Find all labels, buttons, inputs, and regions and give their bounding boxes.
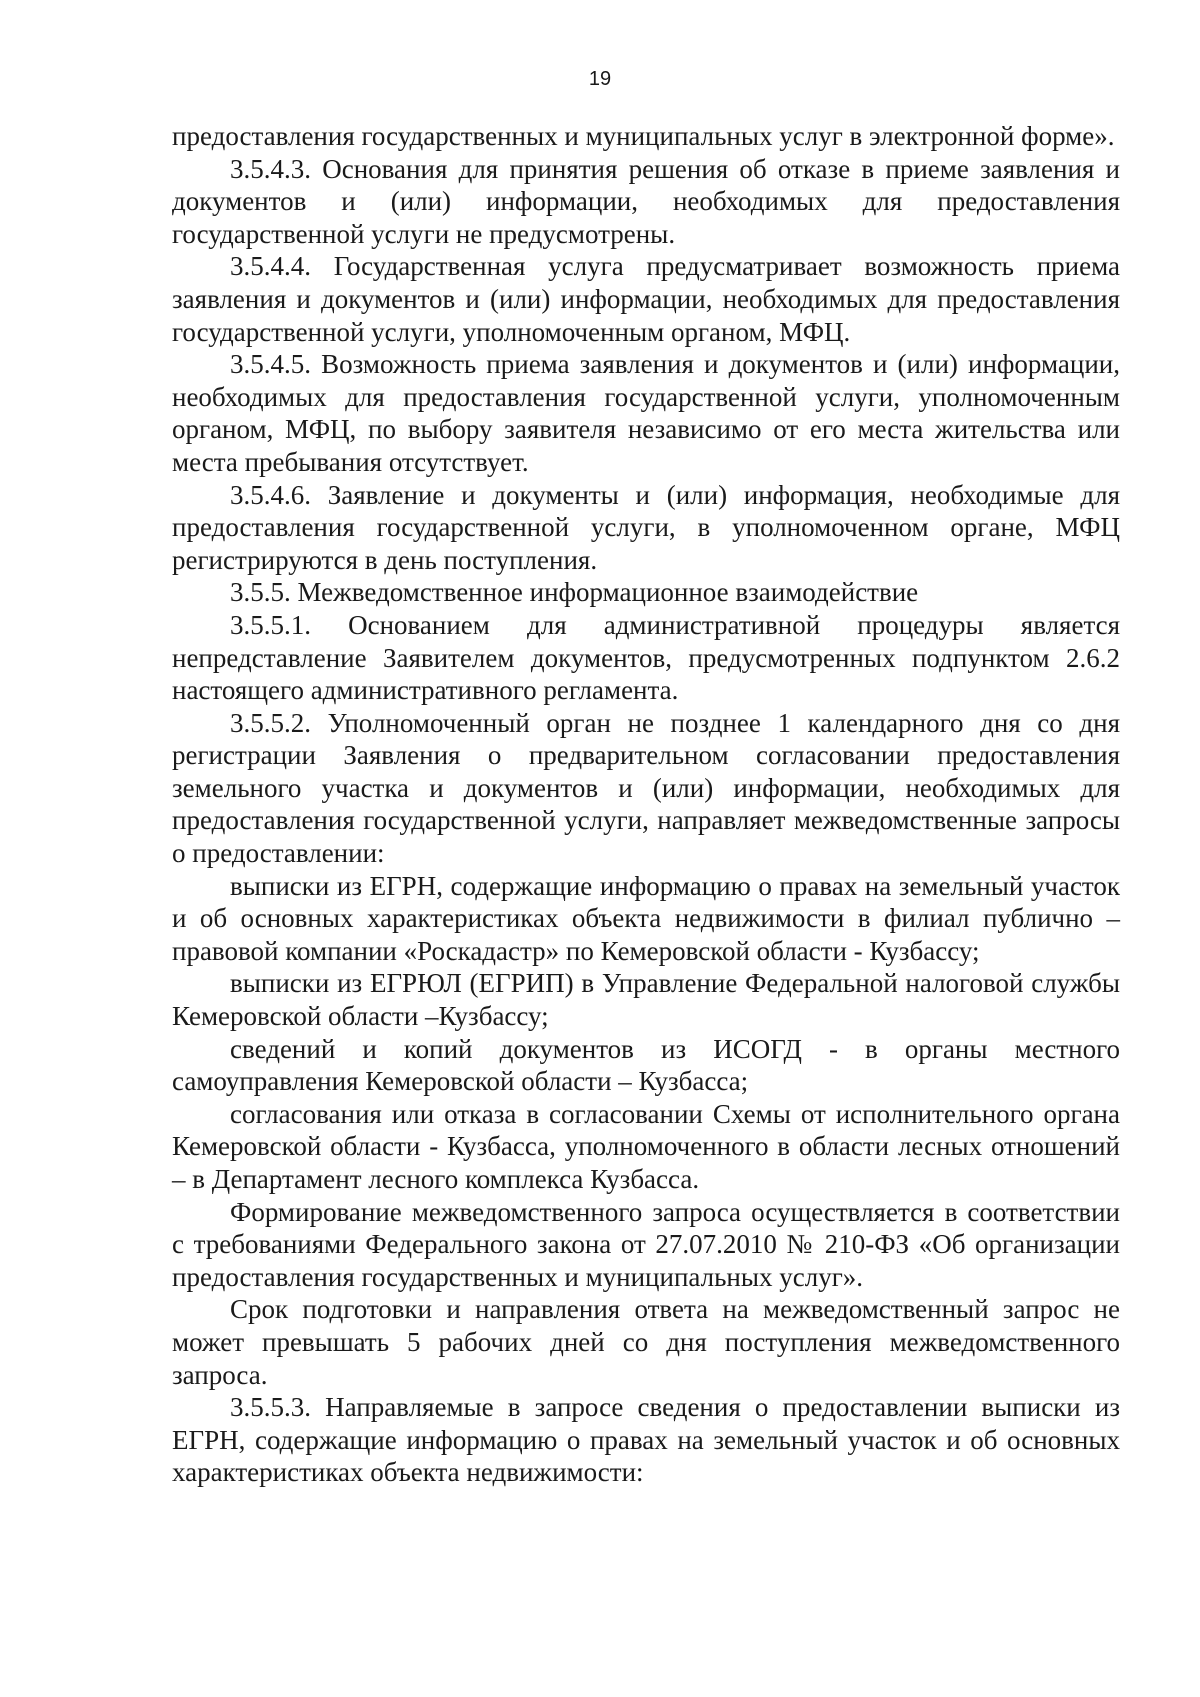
section-heading-3-5-5: 3.5.5. Межведомственное информационное взаимодействие (230, 577, 919, 608)
paragraph-3-5-5-1: 3.5.5.1. Основанием для административной процедуры является непредставление Заявителем документов, предусмотренных подпунктом 2.6.2 настоящего административного регламента. (172, 609, 1120, 706)
page-number: 19 (588, 68, 612, 90)
paragraph-3-5-4-6: 3.5.4.6. Заявление и документы и (или) информация, необходимые для предоставления государственной услуги, в уполномоченном органе, МФЦ регистрируются в день поступления. (172, 479, 1120, 575)
paragraph-3-5-5-2: 3.5.5.2. Уполномоченный орган не позднее 1 календарного дня со дня регистрации Заявления о предварительном согласовании предоставления земельного участка и документов и (или) информации, необходимых для предоставления государственной услуги, направляет межведомственные запросы о предоставлении: (172, 707, 1120, 869)
list-item-egrul: выписки из ЕГРЮЛ (ЕГРИП) в Управление Федеральной налоговой службы Кемеровской области –Кузбассу; (172, 968, 1120, 1032)
list-item-isogd: сведений и копий документов из ИСОГД - в органы местного самоуправления Кемеровской области – Кузбасса; (172, 1033, 1120, 1097)
paragraph-response-deadline: Срок подготовки и направления ответа на межведомственный запрос не может превышать 5 рабочих дней со дня поступления межведомственного запроса. (172, 1294, 1120, 1390)
list-item-egrn: выписки из ЕГРН, содержащие информацию о правах на земельный участок и об основных характеристиках объекта недвижимости в филиал публично – правовой компании «Роскадастр» по Кемеровской области - Кузбассу; (172, 870, 1120, 966)
paragraph-3-5-5-3: 3.5.5.3. Направляемые в запросе сведения о предоставлении выписки из ЕГРН, содержащие информацию о правах на земельный участок и об основных характеристиках объекта недвижимости: (172, 1392, 1120, 1488)
paragraph-continuation: предоставления государственных и муниципальных услуг в электронной форме». (172, 121, 1115, 151)
paragraph-3-5-4-3: 3.5.4.3. Основания для принятия решения об отказе в приеме заявления и документов и (или) информации, необходимых для предоставления государственной услуги не предусмотрены. (172, 153, 1120, 249)
list-item-forestry: согласования или отказа в согласовании Схемы от исполнительного органа Кемеровской области - Кузбасса, уполномоченного в области лесных отношений – в Департамент лесного комплекса Кузбасса. (172, 1098, 1120, 1194)
paragraph-request-formation: Формирование межведомственного запроса осуществляется в соответствии с требованиями Федерального закона от 27.07.2010 № 210-ФЗ «Об организации предоставления государственных и муниципальных услуг». (172, 1196, 1120, 1292)
document-body (172, 120, 1120, 1489)
paragraph-3-5-4-4: 3.5.4.4. Государственная услуга предусматривает возможность приема заявления и документов и (или) информации, необходимых для предоставления государственной услуги, уполномоченным органом, МФЦ. (172, 251, 1120, 347)
paragraph-3-5-4-5: 3.5.4.5. Возможность приема заявления и документов и (или) информации, необходимых для предоставления государственной услуги, уполномоченным органом, МФЦ, по выбору заявителя независимо от его места жительства или места пребывания отсутствует. (172, 349, 1120, 477)
